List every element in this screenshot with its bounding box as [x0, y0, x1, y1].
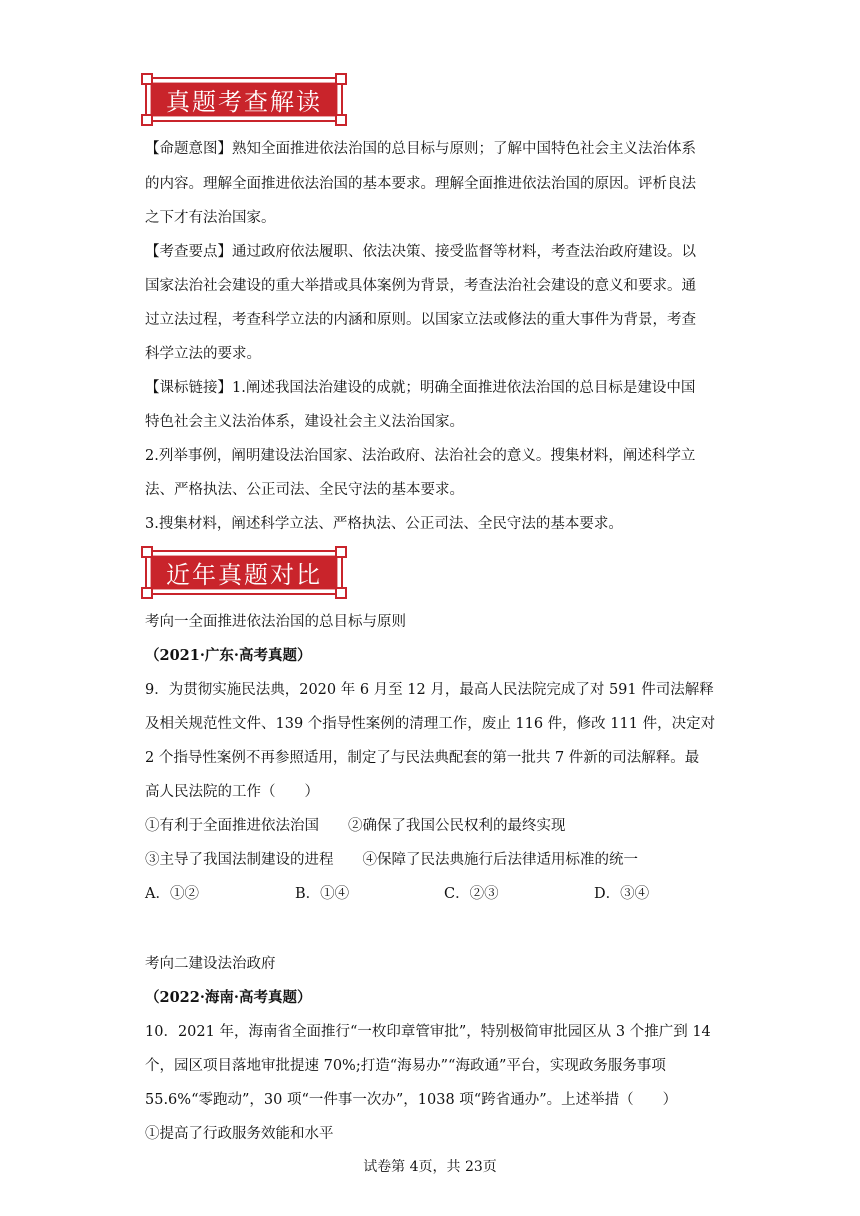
question-stem: 9．为贯彻实施民法典，2020 年 6 月至 12 月，最高人民法院完成了对 591 件司法解释 — [145, 682, 714, 698]
section-banner-comparison — [145, 550, 343, 595]
question-stem: 及相关规范性文件、139 个指导性案例的清理工作，废止 116 件，修改 111 件，决定对 — [145, 716, 716, 732]
text-line: 【课标链接】1.阐述我国法治建设的成就；明确全面推进依法治国的总目标是建设中国 — [145, 380, 696, 396]
section-title: 近年真题对比 — [150, 555, 338, 590]
text-line: 法、严格执法、公正司法、全民守法的基本要求。 — [145, 482, 464, 498]
page-footer: 试卷第 4页，共 23页 — [363, 1159, 497, 1175]
text-line: 【命题意图】熟知全面推进依法治国的总目标与原则；了解中国特色社会主义法治体系 — [145, 141, 696, 157]
text-line: 科学立法的要求。 — [145, 346, 261, 362]
answer-option-a: A．①② — [145, 886, 199, 902]
question-item: ③主导了我国法制建设的进程 ④保障了民法典施行后法律适用标准的统一 — [145, 852, 638, 868]
text-line: 国家法治社会建设的重大举措或具体案例为背景，考查法治社会建设的意义和要求。通 — [145, 278, 696, 294]
text-line: 过立法过程，考查科学立法的内涵和原则。以国家立法或修法的重大事件为背景，考查 — [145, 312, 696, 328]
text-line: 之下才有法治国家。 — [145, 210, 276, 226]
question-stem: 2 个指导性案例不再参照适用，制定了与民法典配套的第一批共 7 件新的司法解释。最 — [145, 750, 700, 766]
question-source: （2021·广东·高考真题） — [145, 647, 312, 664]
text-line: 2.列举事例，阐明建设法治国家、法治政府、法治社会的意义。搜集材料，阐述科学立 — [145, 448, 696, 464]
section-banner-interpretation — [145, 77, 343, 122]
text-line: 3.搜集材料，阐述科学立法、严格执法、公正司法、全民守法的基本要求。 — [145, 516, 623, 532]
text-line: 的内容。理解全面推进依法治国的基本要求。理解全面推进依法治国的原因。评析良法 — [145, 176, 696, 192]
text-line: 特色社会主义法治体系，建设社会主义法治国家。 — [145, 414, 464, 430]
text-line: 【考查要点】通过政府依法履职、依法决策、接受监督等材料，考查法治政府建设。以 — [145, 244, 696, 260]
question-source: （2022·海南·高考真题） — [145, 989, 312, 1006]
question-stem: 高人民法院的工作（ ） — [145, 784, 319, 800]
question-stem: 10．2021 年，海南省全面推行“一枚印章管审批”，特别极简审批园区从 3 个推广到 14 — [145, 1024, 711, 1040]
answer-option-d: D．③④ — [594, 886, 650, 902]
question-stem: 个，园区项目落地审批提速 70%;打造“海易办”“海政通”平台，实现政务服务事项 — [145, 1058, 666, 1074]
question-direction: 考向二建设法治政府 — [145, 956, 276, 972]
question-stem: 55.6%“零跑动”，30 项“一件事一次办”，1038 项“跨省通办”。上述举措（ ） — [145, 1092, 678, 1108]
answer-option-c: C．②③ — [444, 886, 499, 902]
question-direction: 考向一全面推进依法治国的总目标与原则 — [145, 614, 406, 630]
question-item: ①提高了行政服务效能和水平 — [145, 1126, 334, 1142]
section-title: 真题考查解读 — [150, 82, 338, 117]
answer-option-b: B．①④ — [295, 886, 350, 902]
question-item: ①有利于全面推进依法治国 ②确保了我国公民权利的最终实现 — [145, 818, 566, 834]
